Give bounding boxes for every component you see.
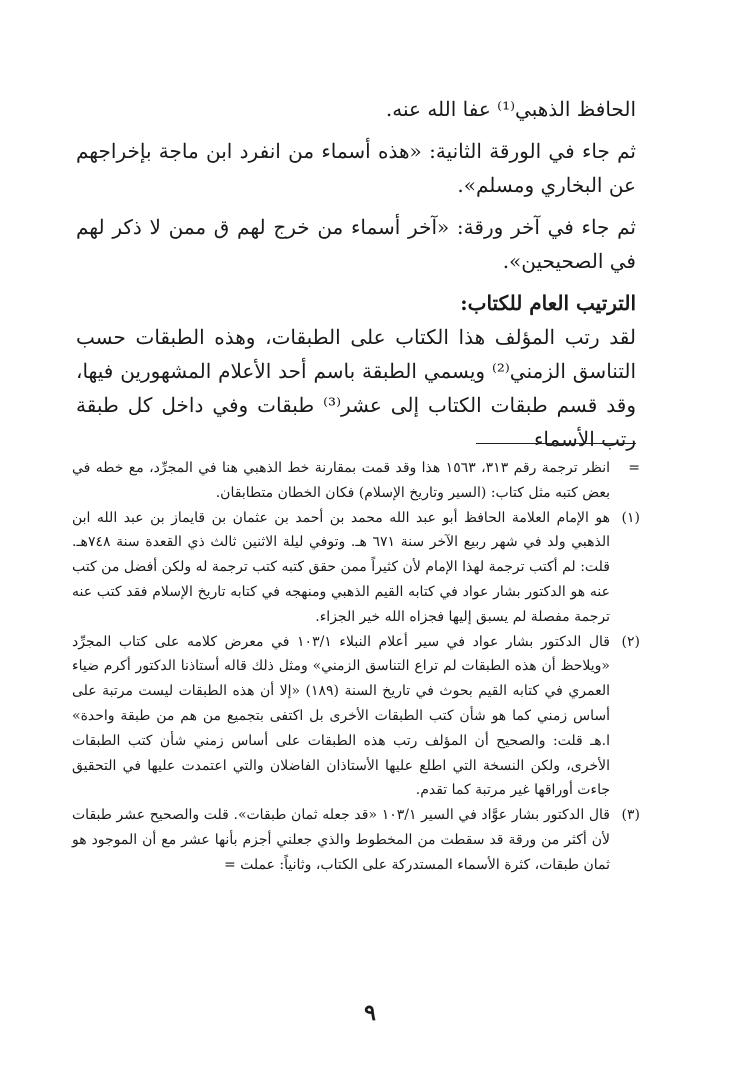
footnote-3 (72, 803, 640, 877)
footnote-continuation (72, 456, 640, 506)
footnote-divider (476, 443, 636, 444)
footnote-marker: (١) (621, 509, 640, 526)
footnotes (72, 456, 640, 878)
footnote-1 (72, 506, 640, 630)
paragraph: ثم جاء في آخر ورقة: «آخر أسماء من خرج لهم ق ممن لا ذكر لهم في الصحيحين». (76, 215, 636, 273)
section-heading: الترتيب العام للكتاب: (460, 291, 636, 315)
main-text (76, 92, 636, 464)
paragraph: الحافظ الذهبي⁽¹⁾ عفا الله عنه. (385, 97, 636, 121)
footnote-text: هو الإمام العلامة الحافظ أبو عبد الله محمد بن أحمد بن عثمان بن قايماز بن عبد الله ابن الذهبي ولد في شهر ربيع الآخر سنة ٦٧١ هـ. وتوفي ليلة الاثنين ثالث ذي القعدة سنة ٧٤٨هـ. قلت: لم أكتب ترجمة لهذا الإمام لأن كثيراً ممن حقق كتبه كتب ترجمة له ولكن أفضل من كتب عنه هو الدكتور بشار عواد في كتابه القيم الذهبي ومنهجه في كتابه تاريخ الإسلام فقد كتب عنه ترجمة مفصلة لم يسبق إليها فجزاه الله خير الجزاء. (72, 509, 611, 625)
footnote-marker: (٣) (621, 807, 640, 824)
footnote-text: انظر ترجمة رقم ٣١٣، ١٥٦٣ هذا وقد قمت بمقارنة خط الذهبي هنا في المجرِّد، مع خطه في بعض كتبه مثل كتاب: (السير وتاريخ الإسلام) فكان الخطان متطابقان. (72, 460, 610, 501)
paragraph: ثم جاء في الورقة الثانية: «هذه أسماء من انفرد ابن ماجة بإخراجهم عن البخاري ومسلم». (76, 139, 636, 197)
footnote-text: قال الدكتور بشار عوَّاد في السير ١٠٣/١ «قد جعله ثمان طبقات». قلت والصحيح عشر طبقات لأن أكثر من ورقة قد سقطت من المخطوط والذي جعلني أجزم بأنها عشر مع أن الموجود هو ثمان طبقات، كثرة الأسماء المستدركة على الكتاب، وثانياً: عملت = (72, 807, 610, 873)
paragraph: لقد رتب المؤلف هذا الكتاب على الطبقات، وهذه الطبقات حسب التناسق الزمني⁽²⁾ ويسمي الطبقة باسم أحد الأعلام المشهورين فيها، وقد قسم طبقات الكتاب إلى عشر⁽³⁾ طبقات وفي داخل كل طبقة رتب الأسماء (76, 325, 637, 451)
continuation-marker: = (628, 460, 640, 476)
footnote-text: قال الدكتور بشار عواد في سير أعلام النبلاء ١٠٣/١ في معرض كلامه على كتاب المجرِّد «ويلاحظ أن هذه الطبقات لم تراع التناسق الزمني» ومثل ذلك قاله أستاذنا الدكتور أكرم ضياء العمري في كتابه القيم بحوث في تاريخ السنة (١٨٩) «إلا أن هذه الطبقات ليست مرتبة على أساس زمني كما هو شأن كتب الطبقات الأخرى بل اكتفى بتجميع من هم من طبقة واحدة» ا.هـ قلت: والصحيح أن المؤلف رتب هذه الطبقات على أساس زمني شأن كتب الطبقات الأخرى، ولكن النسخة التي اطلع عليها الأستاذان الفاضلان والتي اعتمدت عليها في التحقيق جاءت أوراقها غير مرتبة كما تقدم. (72, 633, 610, 799)
footnote-2 (72, 630, 640, 804)
page-number: ٩ (364, 1000, 376, 1026)
footnote-marker: (٢) (621, 633, 640, 650)
